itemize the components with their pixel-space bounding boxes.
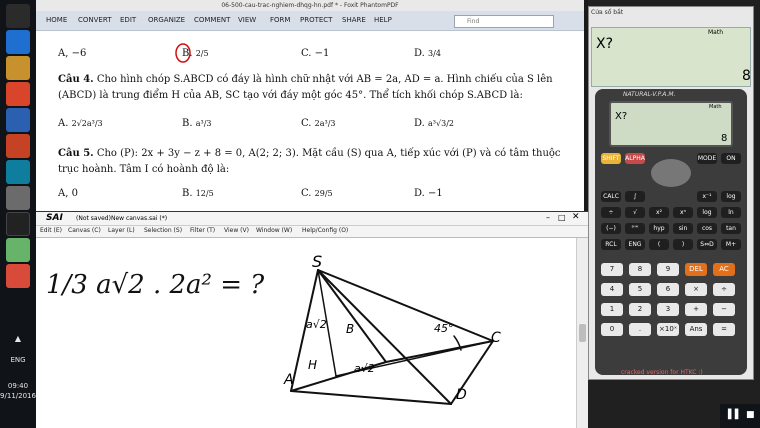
key-on[interactable]: ON bbox=[721, 153, 741, 164]
question-4 bbox=[58, 72, 578, 104]
key-log[interactable]: log bbox=[697, 207, 717, 218]
sai-title: (Not saved)New canvas.sai (*) bbox=[76, 215, 168, 222]
sai-menu-window[interactable]: Window (W) bbox=[256, 227, 293, 234]
vertical-scrollbar[interactable] bbox=[576, 238, 588, 428]
app-green-icon[interactable] bbox=[6, 238, 30, 262]
question-4-text: Cho hình chóp S.ABCD có đáy là hình chữ nhật với AB = 2a, AD = a. Hình chiếu của S lên (ABCD) là trung điểm H của AB, SC tạo với đáy một góc 45°. Thể tích khối chóp S.ABCD là: bbox=[58, 74, 553, 101]
key-minus[interactable]: − bbox=[713, 303, 735, 316]
q5-option-a: A, 0 bbox=[58, 188, 78, 199]
q5-option-c bbox=[301, 188, 333, 199]
sai-menu-layer[interactable]: Layer (L) bbox=[108, 227, 135, 234]
menu-edit[interactable]: EDIT bbox=[120, 16, 137, 24]
stop-icon[interactable]: ■ bbox=[746, 410, 755, 420]
menu-share[interactable]: SHARE bbox=[342, 16, 366, 24]
handwritten-expression: 1/3 a√2 . 2a² = ? bbox=[46, 270, 265, 300]
key-alpha[interactable]: ALPHA bbox=[625, 155, 645, 162]
key-fraction[interactable]: ÷ bbox=[601, 207, 621, 218]
question-5 bbox=[58, 146, 578, 178]
key-degree[interactable]: °'" bbox=[625, 223, 645, 234]
key-shift[interactable]: SHIFT bbox=[602, 155, 620, 162]
key-s-d[interactable]: S⇔D bbox=[697, 239, 717, 250]
top-option-b-value: 2/5 bbox=[195, 49, 209, 58]
top-option-d bbox=[414, 48, 441, 59]
key-4[interactable]: 4 bbox=[601, 283, 623, 296]
calc-footer: cracked version for HTKC :) bbox=[621, 369, 703, 376]
input-language[interactable]: ENG bbox=[10, 356, 26, 364]
minimize-icon[interactable]: – bbox=[546, 213, 550, 222]
q4-option-c-label: C. bbox=[301, 118, 312, 129]
point-d: D bbox=[456, 387, 467, 403]
label-hc: a√2 bbox=[354, 362, 375, 375]
clock-date[interactable]: 9/11/2016 bbox=[0, 392, 36, 400]
key-exp[interactable]: ×10ˣ bbox=[657, 323, 679, 336]
key-square[interactable]: x² bbox=[649, 207, 669, 218]
question-5-number: Câu 5. bbox=[58, 148, 94, 159]
point-a: A bbox=[284, 372, 294, 388]
calc-body bbox=[595, 89, 747, 375]
key-hyp[interactable]: hyp bbox=[649, 223, 669, 234]
menu-help[interactable]: HELP bbox=[374, 16, 392, 24]
key-plus[interactable]: + bbox=[685, 303, 707, 316]
menu-convert[interactable]: CONVERT bbox=[78, 16, 112, 24]
edge-ad bbox=[291, 391, 451, 404]
calculator-window bbox=[588, 0, 760, 428]
q5-option-b-value: 12/5 bbox=[195, 189, 214, 198]
calc-result: 8 bbox=[742, 68, 751, 84]
clock-time[interactable]: 09:40 bbox=[7, 382, 29, 390]
calc-frame bbox=[588, 6, 754, 380]
search-input[interactable]: Find bbox=[454, 15, 554, 28]
question-4-number: Câu 4. bbox=[58, 74, 94, 85]
q4-option-b-value: a³/3 bbox=[195, 119, 212, 128]
key-3[interactable]: 3 bbox=[657, 303, 679, 316]
sai-titlebar bbox=[36, 212, 588, 226]
calc-window-title: Cửa sổ bắt bbox=[591, 9, 624, 16]
maximize-icon[interactable]: □ bbox=[558, 213, 566, 222]
key-log-base[interactable]: log bbox=[721, 191, 741, 202]
key-8[interactable]: 8 bbox=[629, 263, 651, 276]
key-divide[interactable]: ÷ bbox=[713, 283, 735, 296]
q5-option-c-value: 29/5 bbox=[314, 189, 333, 198]
question-5-text: Cho (P): 2x + 3y − z + 8 = 0, A(2; 2; 3). Mặt cầu (S) qua A, tiếp xúc với (P) và có tâm thuộc trục hoành. Tâm I có hoành độ là: bbox=[58, 148, 561, 175]
key-ln[interactable]: ln bbox=[721, 207, 741, 218]
key-ac[interactable]: AC bbox=[713, 263, 735, 276]
label-sh: a√2 bbox=[306, 318, 327, 331]
network-icon[interactable] bbox=[6, 160, 30, 184]
key-paren-close[interactable]: ) bbox=[673, 239, 693, 250]
q4-option-a bbox=[58, 118, 103, 129]
system-tray bbox=[720, 404, 760, 428]
q4-option-d bbox=[414, 118, 454, 129]
sai-menubar bbox=[36, 226, 588, 238]
q4-option-b bbox=[182, 118, 211, 129]
key-negative[interactable]: (−) bbox=[601, 223, 621, 234]
foxit-window bbox=[36, 0, 584, 214]
q4-option-c bbox=[301, 118, 336, 129]
q5-option-c-label: C. bbox=[301, 188, 312, 199]
sai-menu-filter[interactable]: Filter (T) bbox=[190, 227, 216, 234]
volume-icon[interactable]: ▲ bbox=[14, 334, 22, 343]
key-del[interactable]: DEL bbox=[685, 263, 707, 276]
point-c: C bbox=[491, 330, 501, 346]
file-explorer-icon[interactable] bbox=[6, 56, 30, 80]
pause-icon[interactable]: ▌▌ bbox=[728, 410, 742, 420]
calc-brand: NATURAL-V.P.A.M. bbox=[623, 91, 676, 98]
key-5[interactable]: 5 bbox=[629, 283, 651, 296]
sai-menu-edit[interactable]: Edit (E) bbox=[40, 227, 62, 234]
calc-inner-display bbox=[609, 101, 733, 147]
q5-option-b-label: B. bbox=[182, 188, 193, 199]
key-9[interactable]: 9 bbox=[657, 263, 679, 276]
replay-pad[interactable] bbox=[651, 159, 691, 187]
key-integral[interactable]: ∫ bbox=[625, 191, 645, 202]
key-power[interactable]: xⁿ bbox=[673, 207, 693, 218]
key-ans[interactable]: Ans bbox=[685, 323, 707, 336]
calc-inner-mode: Math bbox=[709, 104, 722, 110]
sai-logo: SAI bbox=[46, 213, 63, 223]
powerpoint-icon[interactable] bbox=[6, 134, 30, 158]
top-option-d-label: D. bbox=[414, 48, 425, 59]
calc-inner-expression: X? bbox=[615, 111, 628, 122]
window-title: 06-500-cau-trac-nghiem-dhqg-hn.pdf * - Foxit PhantomPDF bbox=[36, 0, 584, 11]
key-1[interactable]: 1 bbox=[601, 303, 623, 316]
key-6[interactable]: 6 bbox=[657, 283, 679, 296]
key-tan[interactable]: tan bbox=[721, 223, 741, 234]
key-eng[interactable]: ENG bbox=[625, 239, 645, 250]
key-mode[interactable]: MODE bbox=[697, 155, 717, 162]
sai-menu-selection[interactable]: Selection (S) bbox=[144, 227, 183, 234]
q5-option-b bbox=[182, 188, 214, 199]
key-2[interactable]: 2 bbox=[629, 303, 651, 316]
point-s: S bbox=[312, 252, 323, 271]
label-b: B bbox=[346, 322, 355, 336]
label-angle: 45° bbox=[434, 322, 454, 335]
sai-window bbox=[36, 211, 588, 428]
red-circle-annotation bbox=[174, 43, 192, 63]
key-0[interactable]: 0 bbox=[601, 323, 623, 336]
word-icon[interactable] bbox=[6, 108, 30, 132]
calc-inner-result: 8 bbox=[721, 133, 728, 144]
taskbar bbox=[0, 0, 36, 428]
menu-organize[interactable]: ORGANIZE bbox=[148, 16, 186, 24]
edge-sd bbox=[318, 270, 451, 404]
app-g-icon[interactable] bbox=[6, 82, 30, 106]
sai-menu-help[interactable]: Help/Config (O) bbox=[302, 227, 349, 234]
top-option-d-value: 3/4 bbox=[428, 49, 441, 58]
menu-view[interactable]: VIEW bbox=[238, 16, 257, 24]
key-paren-open[interactable]: ( bbox=[649, 239, 669, 250]
app-gray-icon[interactable] bbox=[6, 186, 30, 210]
calc-display bbox=[591, 27, 751, 87]
edge-icon[interactable] bbox=[6, 30, 30, 54]
key-inverse[interactable]: x⁻¹ bbox=[697, 191, 717, 202]
menu-protect[interactable]: PROTECT bbox=[300, 16, 333, 24]
top-option-b-label: B. bbox=[182, 48, 193, 59]
top-option-a: A, −6 bbox=[58, 48, 87, 59]
key-calc[interactable]: CALC bbox=[601, 191, 621, 202]
close-icon[interactable]: ✕ bbox=[572, 212, 580, 222]
q4-option-c-value: 2a³/3 bbox=[314, 119, 336, 128]
app-dark-icon[interactable] bbox=[6, 212, 30, 236]
sai-menu-canvas[interactable]: Canvas (C) bbox=[68, 227, 101, 234]
key-rcl[interactable]: RCL bbox=[601, 239, 621, 250]
q4-option-a-label: A. bbox=[58, 118, 69, 129]
q4-option-a-value: 2√2a³/3 bbox=[71, 119, 103, 128]
key-sqrt[interactable]: √ bbox=[625, 207, 645, 218]
key-cos[interactable]: cos bbox=[697, 223, 717, 234]
menu-comment[interactable]: COMMENT bbox=[194, 16, 231, 24]
q4-option-d-value: a³√3/2 bbox=[428, 119, 454, 128]
top-option-c: C. −1 bbox=[301, 48, 330, 59]
key-sin[interactable]: sin bbox=[673, 223, 693, 234]
q4-option-d-label: D. bbox=[414, 118, 425, 129]
windows-start-icon[interactable] bbox=[6, 4, 30, 28]
q4-option-b-label: B. bbox=[182, 118, 193, 129]
menu-home[interactable]: HOME bbox=[46, 16, 68, 24]
q5-option-d: D. −1 bbox=[414, 188, 443, 199]
key-decimal[interactable]: . bbox=[629, 323, 651, 336]
key-equals[interactable]: = bbox=[713, 323, 735, 336]
point-h: H bbox=[308, 358, 318, 372]
calc-expression: X? bbox=[596, 36, 614, 52]
key-7[interactable]: 7 bbox=[601, 263, 623, 276]
app-red-icon[interactable] bbox=[6, 264, 30, 288]
scrollbar-thumb[interactable] bbox=[579, 324, 586, 342]
key-m-plus[interactable]: M+ bbox=[721, 239, 741, 250]
key-multiply[interactable]: × bbox=[685, 283, 707, 296]
sai-menu-view[interactable]: View (V) bbox=[224, 227, 249, 234]
calc-mode: Math bbox=[708, 29, 724, 36]
menu-form[interactable]: FORM bbox=[270, 16, 291, 24]
